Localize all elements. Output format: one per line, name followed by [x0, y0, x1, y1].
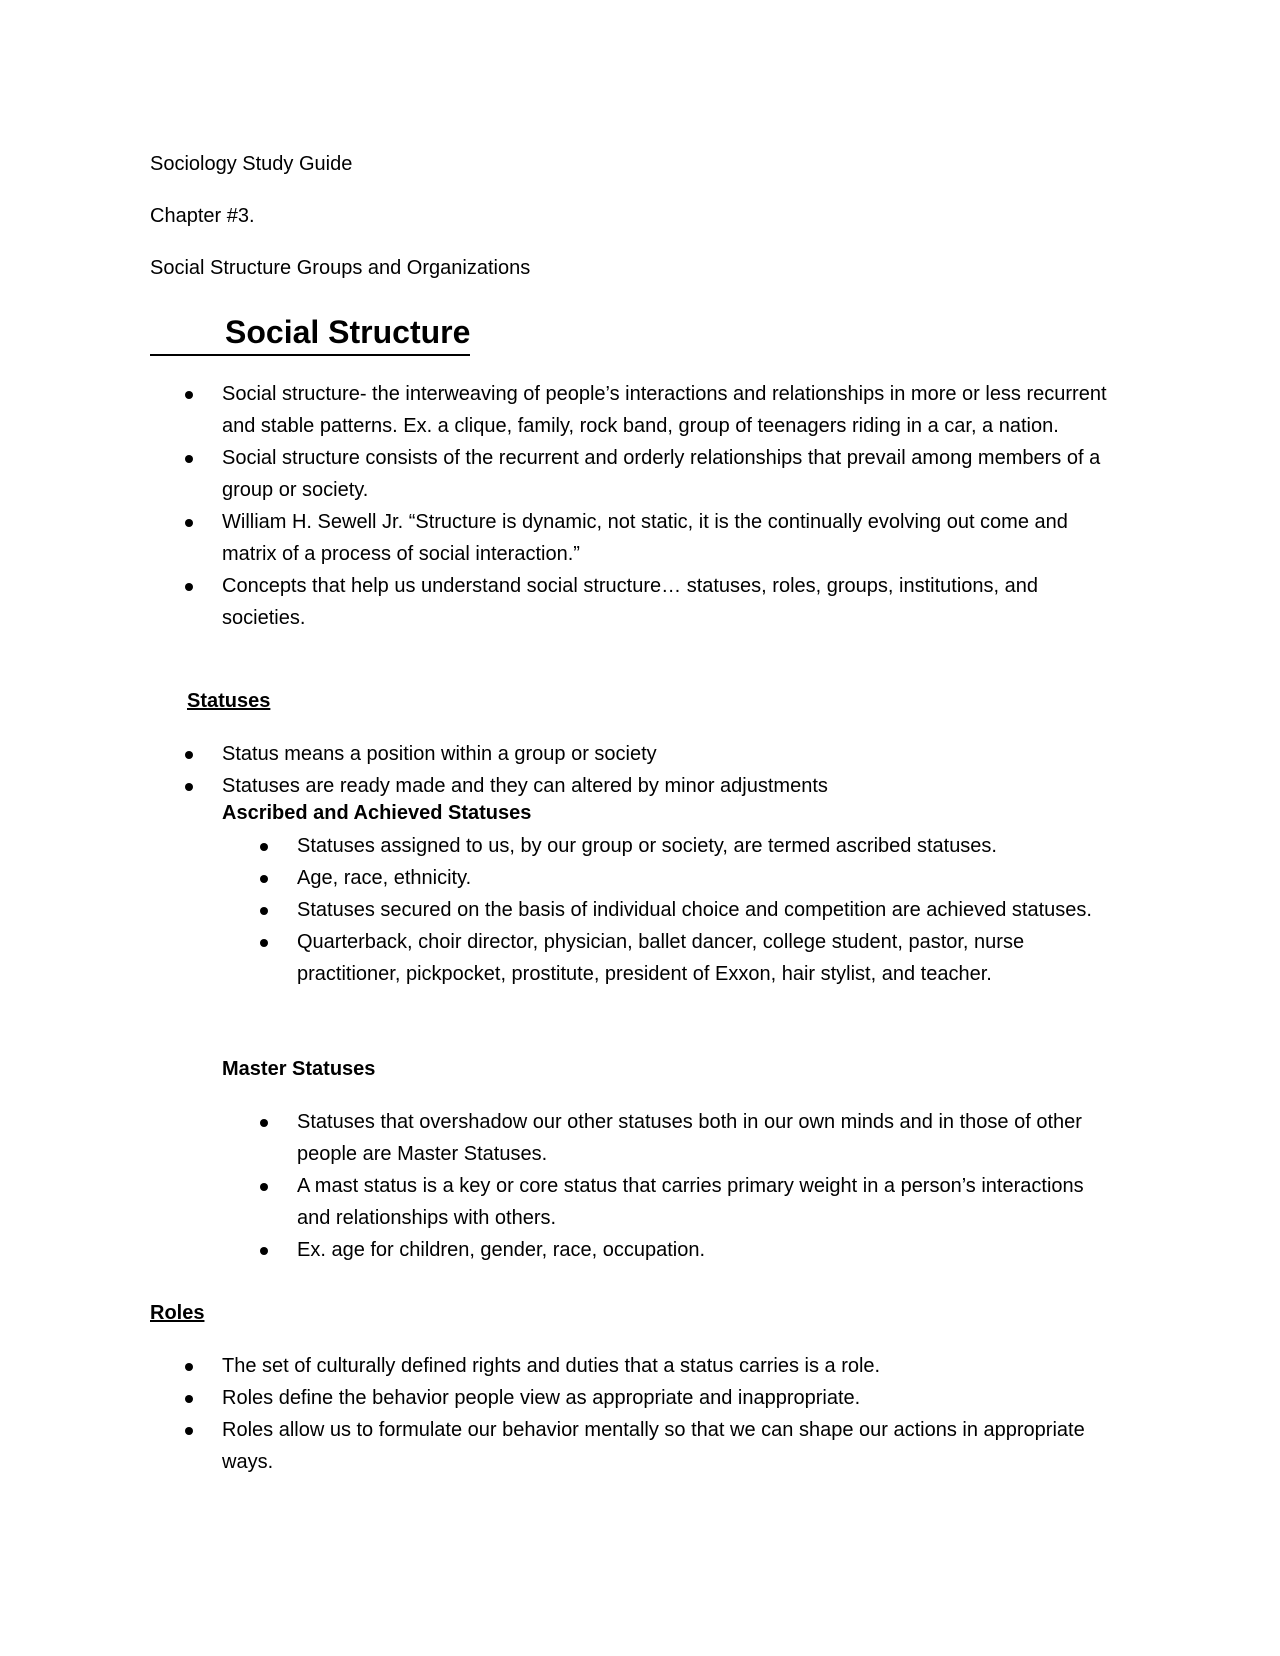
subject-line: Social Structure Groups and Organizations: [150, 257, 531, 279]
bullet-icon: [185, 783, 193, 791]
doc-title: Sociology Study Guide: [150, 153, 353, 175]
list-item: Roles define the behavior people view as appropriate and inappropriate.: [222, 1382, 1122, 1414]
bullet-icon: [260, 907, 268, 915]
roles-heading: Roles: [150, 1302, 205, 1324]
list-item: Statuses are ready made and they can altered by minor adjustments: [222, 770, 1122, 802]
bullet-icon: [185, 1363, 193, 1371]
list-item: Social structure consists of the recurrent and orderly relationships that prevail among members of a group or society.: [222, 442, 1122, 506]
bullet-icon: [260, 1183, 268, 1191]
bullet-icon: [185, 391, 193, 399]
list-item: A mast status is a key or core status that carries primary weight in a person’s interactions and relationships with others.: [297, 1170, 1107, 1234]
bullet-icon: [260, 1119, 268, 1127]
statuses-list: [222, 738, 1122, 802]
bullet-icon: [260, 1247, 268, 1255]
bullet-icon: [185, 519, 193, 527]
bullet-icon: [185, 751, 193, 759]
chapter-label: Chapter #3.: [150, 205, 255, 227]
list-item: William H. Sewell Jr. “Structure is dynamic, not static, it is the continually evolving out come and matrix of a process of social interaction.”: [222, 506, 1122, 570]
list-item: The set of culturally defined rights and duties that a status carries is a role.: [222, 1350, 1122, 1382]
list-item: Statuses secured on the basis of individual choice and competition are achieved statuses.: [297, 894, 1107, 926]
master-statuses-list: [297, 1106, 1107, 1266]
list-item: Concepts that help us understand social structure… statuses, roles, groups, institutions, and societies.: [222, 570, 1122, 634]
statuses-heading: Statuses: [187, 690, 271, 712]
bullet-icon: [185, 455, 193, 463]
list-item: Social structure- the interweaving of people’s interactions and relationships in more or less recurrent and stable patterns. Ex. a clique, family, rock band, group of teenagers riding in a car, a nation.: [222, 378, 1122, 442]
ascribed-achieved-heading: Ascribed and Achieved Statuses: [222, 802, 532, 824]
list-item: Status means a position within a group or society: [222, 738, 1122, 770]
bullet-icon: [185, 583, 193, 591]
bullet-icon: [185, 1427, 193, 1435]
social-structure-heading: Social Structure: [225, 314, 471, 350]
list-item: Statuses assigned to us, by our group or society, are termed ascribed statuses.: [297, 830, 1107, 862]
bullet-icon: [260, 875, 268, 883]
list-item: Statuses that overshadow our other statuses both in our own minds and in those of other people are Master Statuses.: [297, 1106, 1107, 1170]
roles-list: [222, 1350, 1122, 1478]
master-statuses-heading: Master Statuses: [222, 1058, 376, 1080]
social-structure-list: [222, 378, 1122, 634]
social-structure-heading-rule: [150, 312, 470, 356]
list-item: Quarterback, choir director, physician, ballet dancer, college student, pastor, nurse practitioner, pickpocket, prostitute, president of Exxon, hair stylist, and teacher.: [297, 926, 1107, 990]
bullet-icon: [260, 939, 268, 947]
list-item: Roles allow us to formulate our behavior mentally so that we can shape our actions in appropriate ways.: [222, 1414, 1122, 1478]
ascribed-list: [297, 830, 1107, 990]
list-item: Ex. age for children, gender, race, occupation.: [297, 1234, 1107, 1266]
list-item: Age, race, ethnicity.: [297, 862, 1107, 894]
bullet-icon: [185, 1395, 193, 1403]
bullet-icon: [260, 843, 268, 851]
